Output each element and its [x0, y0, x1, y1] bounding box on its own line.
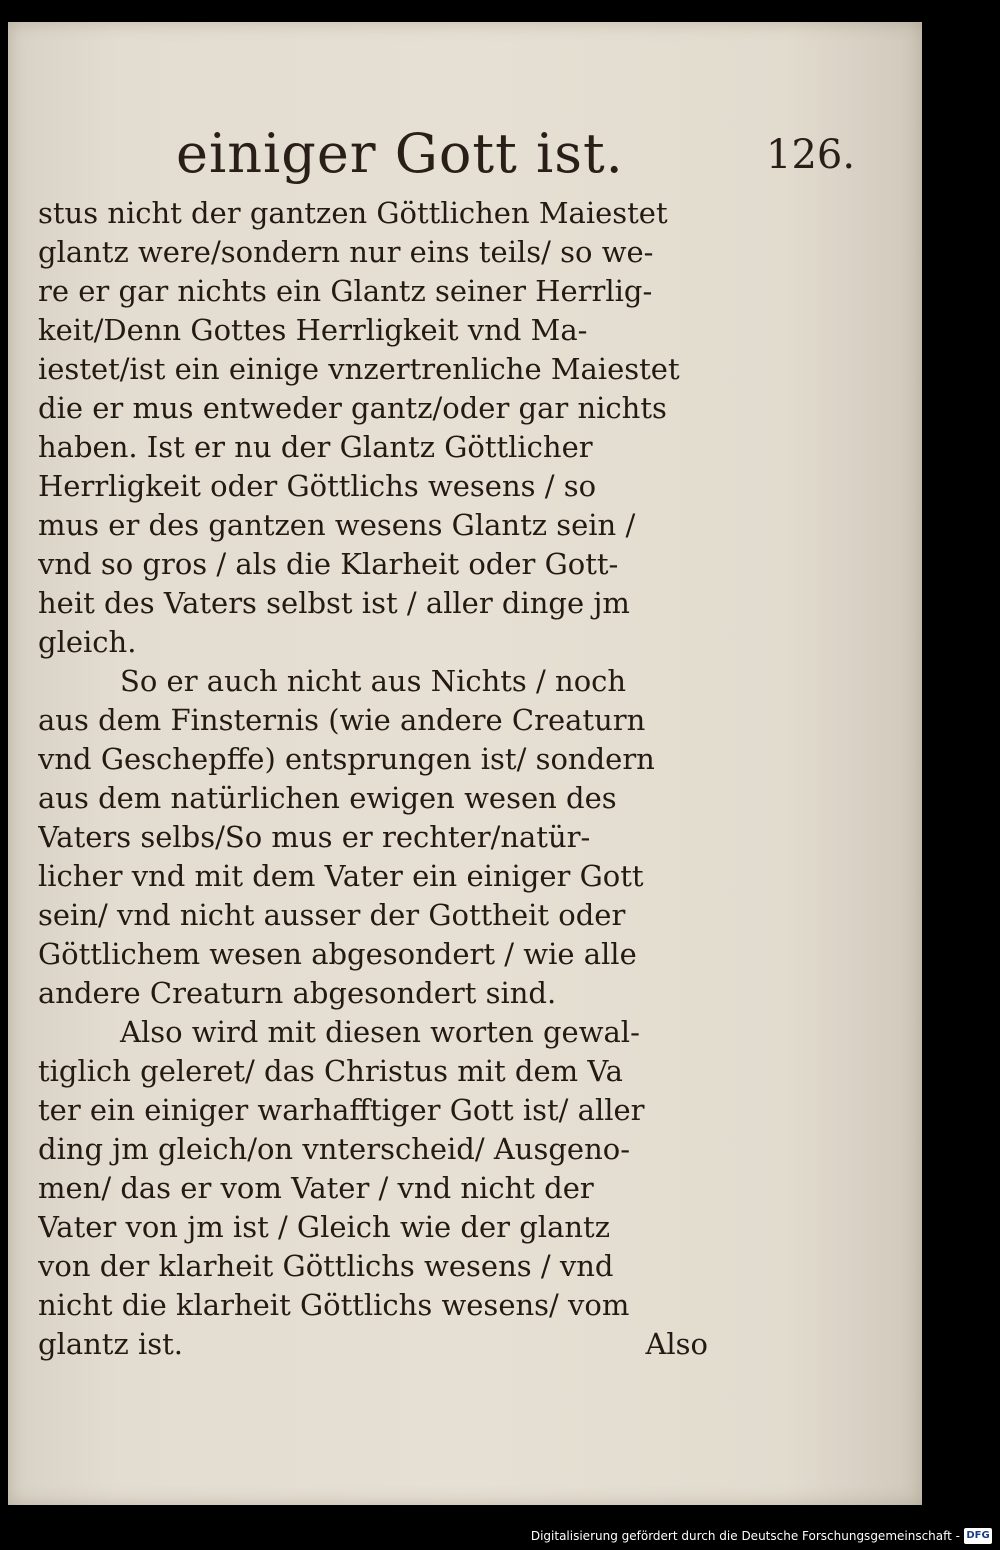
text-line: die er mus entweder gantz/oder gar nichts: [38, 391, 667, 425]
text-line: iestet/ist ein einige vnzertrenliche Maiestet: [38, 352, 680, 386]
text-line: ding jm gleich/on vnterscheid/ Ausgeno-: [38, 1132, 631, 1166]
text-line: Vater von jm ist / Gleich wie der glantz: [38, 1210, 610, 1244]
text-line: aus dem Finsternis (wie andere Creaturn: [38, 703, 646, 737]
footer-bar: [0, 1524, 1000, 1550]
text-line: tiglich geleret/ das Christus mit dem Va: [38, 1054, 623, 1088]
text-line: glantz were/sondern nur eins teils/ so we-: [38, 235, 654, 269]
text-line: sein/ vnd nicht ausser der Gottheit oder: [38, 898, 626, 932]
catchword: Also: [645, 1327, 708, 1361]
text-line: aus dem natürlichen ewigen wesen des: [38, 781, 617, 815]
text-line: glantz ist.: [38, 1327, 183, 1361]
page-number: 126.: [766, 132, 856, 178]
text-line: vnd so gros / als die Klarheit oder Gott-: [38, 547, 619, 581]
text-line: Vaters selbs/So mus er rechter/natür-: [38, 820, 591, 854]
text-line: Göttlichem wesen abgesondert / wie alle: [38, 937, 637, 971]
text-line: heit des Vaters selbst ist / aller dinge jm: [38, 586, 630, 620]
text-line: von der klarheit Göttlichs wesens / vnd: [38, 1249, 614, 1283]
text-line: nicht die klarheit Göttlichs wesens/ vom: [38, 1288, 630, 1322]
text-line: vnd Geschepffe) entsprungen ist/ sondern: [38, 742, 655, 776]
text-line: men/ das er vom Vater / vnd nicht der: [38, 1171, 594, 1205]
book-page: [8, 22, 922, 1505]
text-line: Herrligkeit oder Göttlichs wesens / so: [38, 469, 597, 503]
text-line: andere Creaturn abgesondert sind.: [38, 976, 557, 1010]
last-line: [38, 1325, 718, 1364]
text-line: licher vnd mit dem Vater ein einiger Gott: [38, 859, 644, 893]
body-text: [38, 194, 718, 1364]
dfg-logo: DFG: [964, 1528, 992, 1544]
text-line: ter ein einiger warhafftiger Gott ist/ aller: [38, 1093, 645, 1127]
text-line: keit/Denn Gottes Herrligkeit vnd Ma-: [38, 313, 588, 347]
funding-note: Digitalisierung gefördert durch die Deutsche Forschungsgemeinschaft -: [530, 1529, 960, 1543]
paragraph-start-line: So er auch nicht aus Nichts / noch: [120, 664, 627, 698]
text-line: stus nicht der gantzen Göttlichen Maiestet: [38, 196, 668, 230]
text-line: mus er des gantzen wesens Glantz sein /: [38, 508, 636, 542]
text-line: haben. Ist er nu der Glantz Göttlicher: [38, 430, 593, 464]
paragraph-start-line: Also wird mit diesen worten gewal-: [120, 1015, 640, 1049]
text-line: gleich.: [38, 625, 137, 659]
text-line: re er gar nichts ein Glantz seiner Herrlig-: [38, 274, 653, 308]
running-title: einiger Gott ist.: [176, 122, 624, 185]
